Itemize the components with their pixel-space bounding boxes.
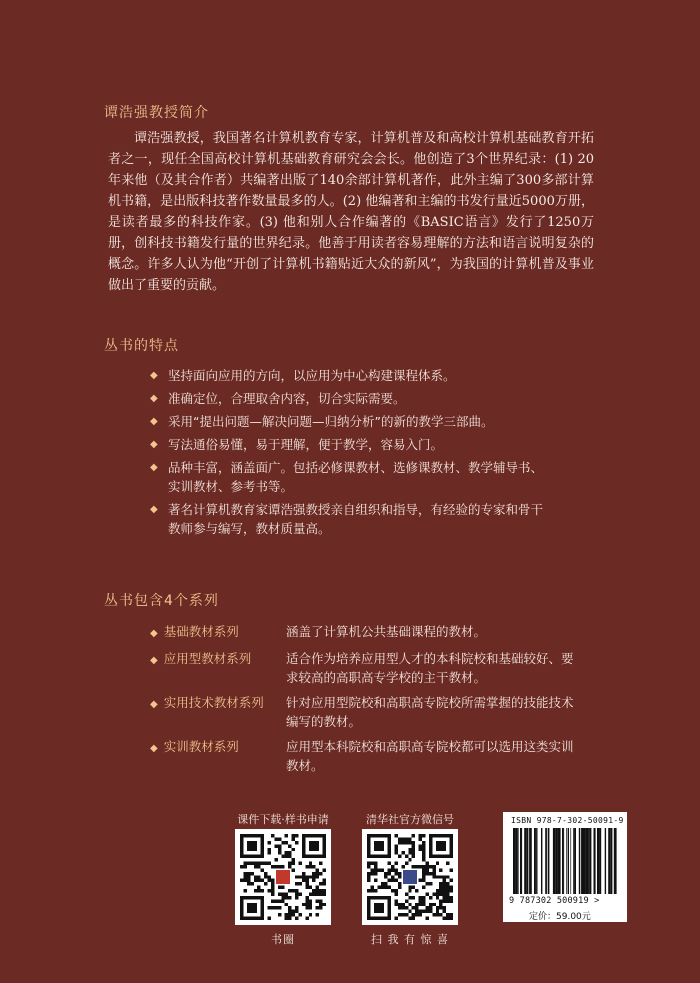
diamond-bullet-icon: ◆ [150,416,158,427]
qr-caption: 书圈 [271,933,295,946]
isbn-barcode [503,812,627,922]
diamond-bullet-icon: ◆ [150,439,158,450]
series-item [150,649,580,687]
qr-code-icon[interactable] [362,829,458,925]
diamond-bullet-icon: ◆ [150,655,158,666]
qr-title: 清华社官方微信号 [366,813,454,826]
series-description: 适合作为培养应用型人才的本科院校和基础较好、要求较高的高职高专学校的主干教材。 [286,651,574,685]
qr-code-icon[interactable] [235,829,331,925]
feature-item: ◆ 坚持面向应用的方向，以应用为中心构建课程体系。 [150,368,456,383]
series-list [150,622,580,781]
series-item [150,693,580,731]
qr-caption: 扫 我 有 惊 喜 [371,933,449,946]
features-list [150,366,550,542]
barcode-digits: 9 787302 500919 > [509,896,600,906]
feature-item: ◆ 写法通俗易懂，易于理解，便于教学，容易入门。 [150,437,444,452]
series-description: 涵盖了计算机公共基础课程的教材。 [286,624,487,639]
diamond-bullet-icon: ◆ [150,370,158,381]
feature-item: ◆ 著名计算机教育家谭浩强教授亲自组织和指导，有经验的专家和骨干教师参与编写，教材质量高。 [150,502,544,536]
series-description: 针对应用型院校和高职高专院校所需掌握的技能技术编写的教材。 [286,695,574,729]
feature-item: ◆ 采用“提出问题—解决问题—归纳分析”的新的教学三部曲。 [150,414,494,429]
series-item [150,737,580,775]
qr-block-courseware [228,811,338,947]
series-name: 基础教材系列 [163,624,239,639]
diamond-bullet-icon: ◆ [150,393,158,404]
barcode-icon [513,828,617,894]
series-name: 实用技术教材系列 [163,695,264,710]
section-title-intro: 谭浩强教授简介 [104,105,209,121]
series-description: 应用型本科院校和高职高专院校都可以选用这类实训教材。 [286,739,574,773]
series-name: 实训教材系列 [163,739,239,754]
feature-item: ◆ 准确定位，合理取舍内容，切合实际需要。 [150,391,406,406]
price-label: 定价：59.00元 [529,912,591,922]
diamond-bullet-icon: ◆ [150,628,158,639]
feature-item: ◆ 品种丰富，涵盖面广。包括必修课教材、选修课教材、教学辅导书、实训教材、参考书等。 [150,460,544,494]
isbn-text: ISBN 978-7-302-50091-9 [511,816,624,825]
series-name: 应用型教材系列 [163,651,252,666]
series-item [150,622,580,643]
diamond-bullet-icon: ◆ [150,462,158,473]
section-title-features: 丛书的特点 [104,338,179,354]
diamond-bullet-icon: ◆ [150,504,158,515]
diamond-bullet-icon: ◆ [150,743,158,754]
qr-title: 课件下载·样书申请 [237,813,329,826]
author-intro-paragraph: 谭浩强教授，我国著名计算机教育专家，计算机普及和高校计算机基础教育开拓者之一，现任全国高校计算机基础教育研究会会长。他创造了3个世界纪录：(1) 20年来他（及其合作者）共编著出版了140余部计算机著作，此外主编了300多部计算机书籍，是出版科技著作数量最多的人。(2) 他编著和主编的书发行量近5000万册，是读者最多的科技作家。(3) 他和别人合作编著的《BASIC语言》发行了1250万册，创科技书籍发行量的世界纪录。他善于用读者容易理解的方法和语言说明复杂的概念。许多人认为他“开创了计算机书籍贴近大众的新风”，为我国的计算机普及事业做出了重要的贡献。 [108,131,594,293]
diamond-bullet-icon: ◆ [150,699,158,710]
qr-block-wechat [355,811,465,947]
section-title-series: 丛书包含4个系列 [104,593,219,609]
